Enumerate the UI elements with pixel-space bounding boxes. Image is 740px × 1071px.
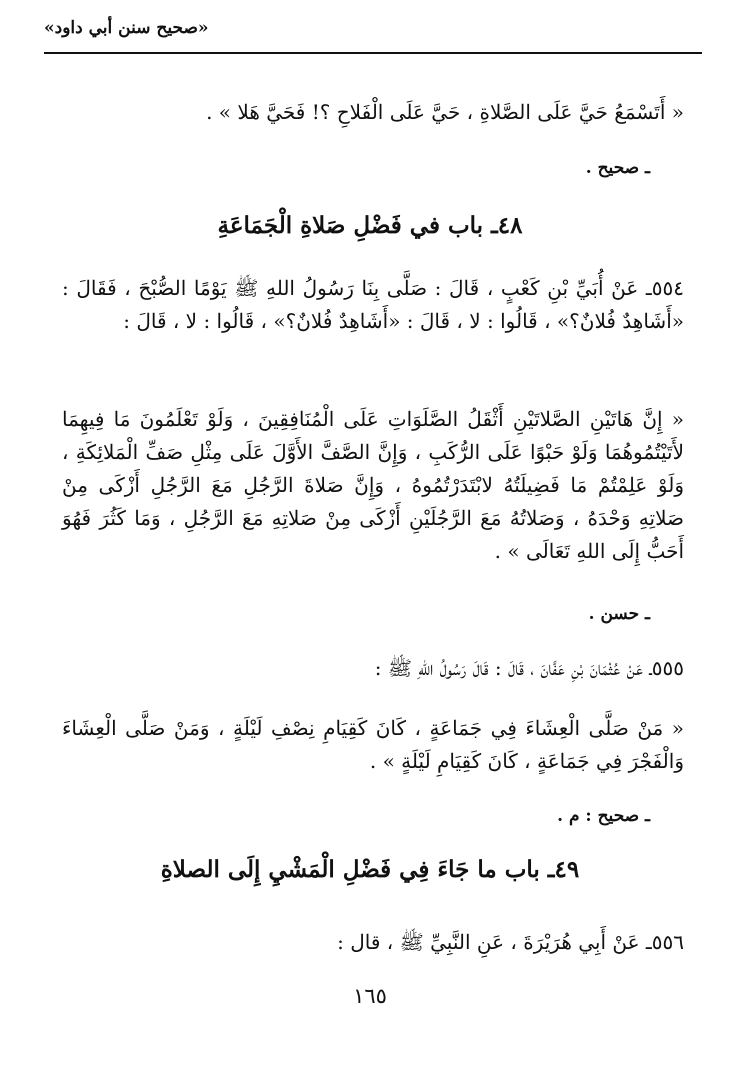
grade-554: ـ حسن . (588, 604, 650, 624)
hadith-553-ending: « أَتَسْمَعُ حَيَّ عَلَى الصَّلاةِ ، حَيَّ عَلَى الْفَلاحِ ؟! فَحَيَّ هَلا » . (206, 100, 684, 124)
running-head: «صحيح سنن أبي داود» (44, 18, 209, 38)
chapter-49-heading: ٤٩ـ باب ما جَاءَ فِي فَضْلِ الْمَشْيِ إِلَى الصلاةِ (160, 856, 580, 883)
chapter-48-heading: ٤٨ـ باب في فَضْلِ صَلاةِ الْجَمَاعَةِ (217, 212, 523, 239)
hadith-554-intro: ٥٥٤ـ عَنْ أُبَيِّ بْنِ كَعْبٍ ، قَالَ : صَلَّى بِنَا رَسُولُ اللهِ ﷺ يَوْمًا الصُّبْحَ ، فَقَالَ : «أَشَاهِدٌ فُلانٌ؟» ، قَالُوا : لا ، قَالَ : «أَشَاهِدٌ فُلانٌ؟» ، قَالُوا : لا ، قَالَ : (62, 276, 684, 333)
page-number: ١٦٥ (353, 984, 387, 1008)
hadith-554-text: « إِنَّ هَاتَيْنِ الصَّلاتَيْنِ أَثْقَلُ الصَّلَوَاتِ عَلَى الْمُنَافِقِينَ ، وَلَوْ تَعْلَمُونَ مَا فِيهِمَا لأَتَيْتُمُوهُمَا وَلَوْ حَبْوًا عَلَى الرُّكَبِ ، وَإِنَّ الصَّفَّ الأَوَّلَ عَلَى مِثْلِ صَفِّ الْمَلائِكَةِ ، وَلَوْ عَلِمْتُمْ مَا فَضِيلَتُهُ لابْتَدَرْتُمُوهُ ، وَإِنَّ صَلاةَ الرَّجُلِ مَعَ الرَّجُلِ أَزْكَى مِنْ صَلاتِهِ وَحْدَهُ ، وَصَلاتُهُ مَعَ الرَّجُلَيْنِ أَزْكَى مِنْ صَلاتِهِ مَعَ الرَّجُلِ ، وَمَا كَثُرَ فَهُوَ أَحَبُّ إِلَى اللهِ تَعَالَى » . (62, 407, 684, 563)
grade-553: ـ صحيح . (585, 158, 650, 178)
grade-555: ـ صحيح : م . (557, 806, 650, 826)
header-rule (44, 52, 702, 54)
hadith-555-text: « مَنْ صَلَّى الْعِشَاءَ فِي جَمَاعَةٍ ، كَانَ كَقِيَامِ نِصْفِ لَيْلَةٍ ، وَمَنْ صَلَّى الْعِشَاءَ وَالْفَجْرَ فِي جَمَاعَةٍ ، كَانَ كَقِيَامِ لَيْلَةٍ » . (62, 716, 684, 773)
hadith-555-intro: ٥٥٥ـ عَنْ عُثْمَانَ بْنِ عَفَّانَ ، قَالَ : قَالَ رَسُولُ اللهِ ﷺ : (374, 656, 684, 680)
hadith-556-intro: ٥٥٦ـ عَنْ أَبِي هُرَيْرَةَ ، عَنِ النَّبِيِّ ﷺ ، قال : (337, 930, 684, 954)
